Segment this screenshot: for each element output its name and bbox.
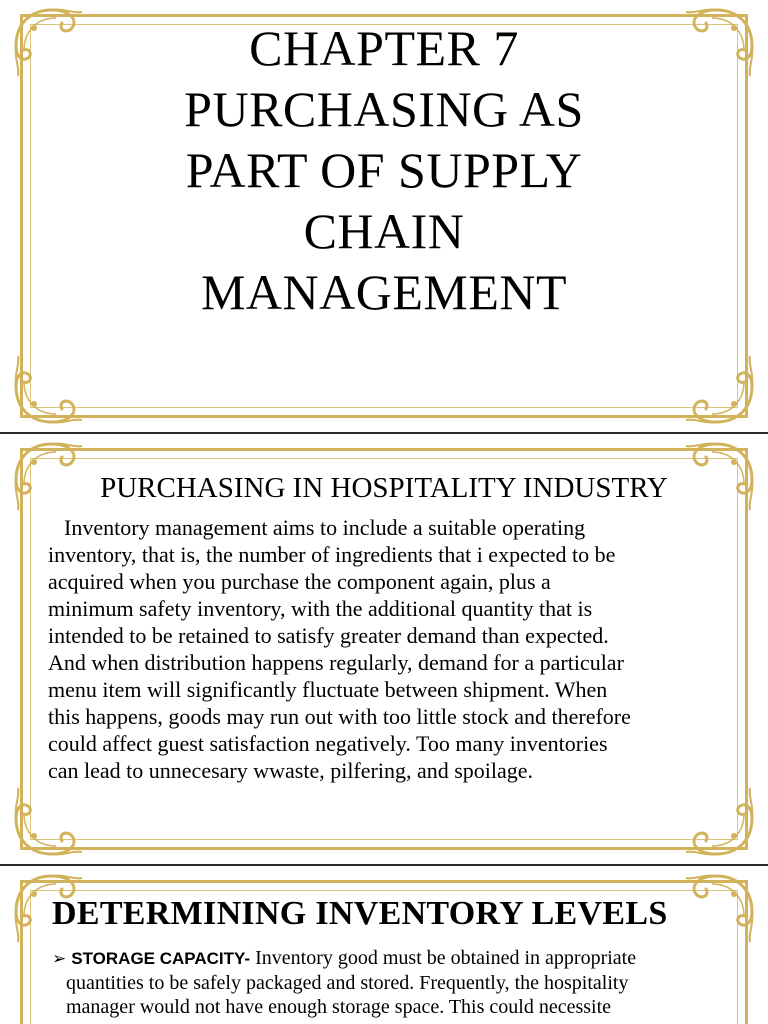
bullet-text: Inventory good must be obtained in appropriate <box>250 947 637 969</box>
paragraph-line: And when distribution happens regularly, demand for a particular <box>48 650 624 675</box>
paragraph-line: menu item will significantly fluctuate between shipment. When <box>48 677 608 702</box>
bullet-text: quantities to be safely packaged and stored. Frequently, the hospitality <box>66 972 629 994</box>
title-line: PURCHASING AS <box>184 81 584 137</box>
slide-hospitality <box>0 434 768 864</box>
body-paragraph <box>48 514 728 784</box>
corner-flourish-icon <box>12 354 84 426</box>
slide-chapter-title <box>0 0 768 432</box>
paragraph-line: could affect guest satisfaction negatively. Too many inventories <box>48 731 608 756</box>
slide-inventory-levels <box>0 866 768 1024</box>
corner-flourish-icon <box>684 786 756 858</box>
bullet-item <box>52 946 742 1019</box>
paragraph-line: this happens, goods may run out with too little stock and therefore <box>48 704 631 729</box>
title-line: CHAPTER 7 <box>249 20 519 76</box>
section-heading: DETERMINING INVENTORY LEVELS <box>52 895 668 932</box>
paragraph-line: can lead to unnecesary wwaste, pilfering, and spoilage. <box>48 758 534 783</box>
paragraph-line: Inventory management aims to include a suitable operating <box>64 515 586 540</box>
bullet-first-line <box>52 946 742 971</box>
bullet-text: manager would not have enough storage space. This could necessite <box>66 996 612 1018</box>
paragraph-line: inventory, that is, the number of ingredients that i expected to be <box>48 542 616 567</box>
chapter-title <box>0 18 768 323</box>
corner-flourish-icon <box>12 786 84 858</box>
corner-flourish-icon <box>684 354 756 426</box>
corner-flourish-icon <box>684 872 756 944</box>
paragraph-line: intended to be retained to satisfy greater demand than expected. <box>48 623 609 648</box>
paragraph-line: minimum safety inventory, with the additional quantity that is <box>48 596 593 621</box>
title-line: CHAIN <box>303 203 465 259</box>
bullet-term: STORAGE CAPACITY- <box>71 949 251 968</box>
arrow-bullet-icon: ➢ <box>52 949 67 969</box>
title-line: PART OF SUPPLY <box>185 142 583 198</box>
title-line: MANAGEMENT <box>200 264 568 320</box>
section-heading: PURCHASING IN HOSPITALITY INDUSTRY <box>100 472 668 504</box>
paragraph-line: acquired when you purchase the component again, plus a <box>48 569 551 594</box>
